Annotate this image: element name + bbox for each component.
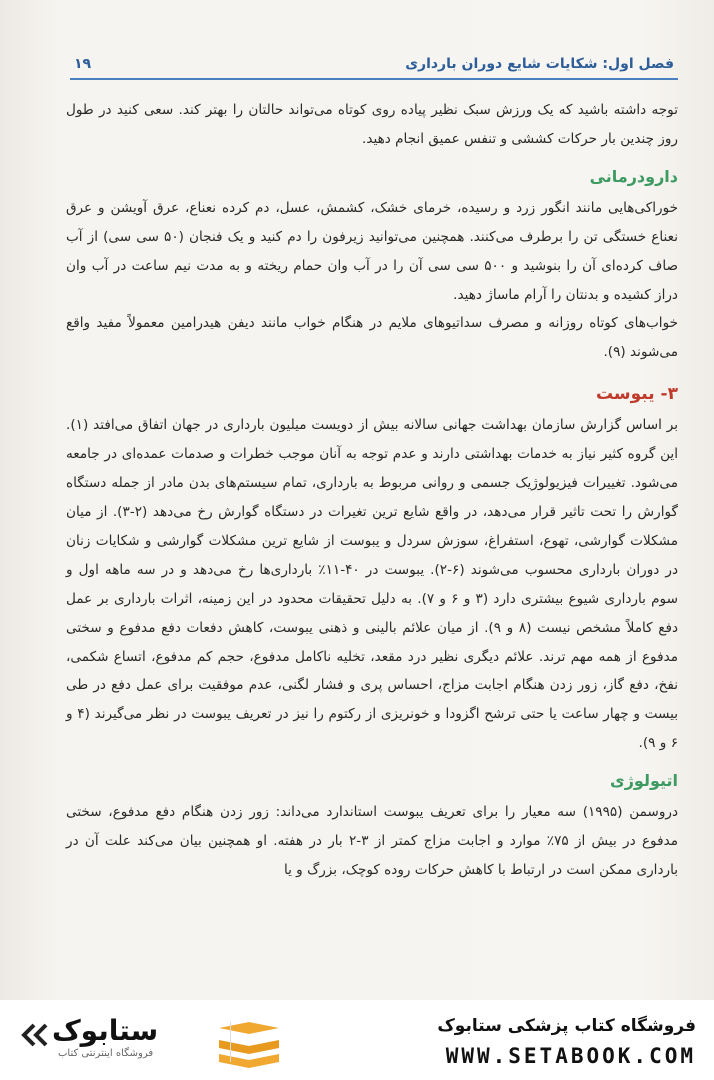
double-chevron-icon (20, 1022, 50, 1048)
logo-tagline: فروشگاه اینترنتی کتاب (58, 1048, 154, 1059)
heading-drug-therapy: دارودرمانی (589, 166, 678, 186)
page-header (70, 52, 678, 80)
header-rule (70, 78, 678, 80)
page-number: ۱۹ (74, 56, 92, 72)
intro-paragraph: توجه داشته باشید که یک ورزش سبک نظیر پیاده روی کوتاه می‌تواند حالتان را بهتر کند. سعی کنید در طول روز چندین بار حرکات کششی و تنفس عمیق انجام دهید. (66, 102, 678, 147)
footer-divider (230, 1022, 231, 1062)
shop-footer (0, 1000, 714, 1080)
drug-paragraph-2: خواب‌های کوتاه روزانه و مصرف سداتیوهای ملایم در هنگام خواب مانند دیفن هیدرامین معمولاً مفید واقع می‌شوند (۹). (66, 315, 678, 361)
website-link[interactable]: WWW.SETABOOK.COM (445, 1044, 696, 1068)
setabook-logo (18, 1014, 288, 1070)
heading-constipation: ۳- یبوست (595, 384, 678, 405)
logo-brand: ستابوک (52, 1014, 159, 1047)
page-body (66, 96, 678, 885)
heading-etiology: اتیولوژی (610, 771, 678, 791)
etiology-paragraph: دروسمن (۱۹۹۵) سه معیار را برای تعریف یبوست استاندارد می‌داند: زور زدن هنگام دفع مدفوع، سختی مدفوع در بیش از ۷۵٪ موارد و اجابت مزاج کمتر از ۳-۲ بار در هفته. او همچنین بیان می‌کند علت آن در بارداری ممکن است در ارتباط با کاهش حرکات روده کوچک، بزرگ و یا (66, 804, 679, 878)
drug-paragraph-1: خوراکی‌هایی مانند انگور زرد و رسیده، خرمای خشک، کشمش، عسل، دم کرده نعناع، عرق آویشن و عرق نعناع خستگی تن را برطرف می‌کنند. همچنین می‌توانید زیرفون را دم کنید و یک فنجان (۵۰ سی سی) از آب صاف کرده‌ای آن را بنوشید و ۵۰۰ سی سی آن را در آب وان حمام ریخته و به مدت نیم ساعت در آب وان دراز کشیده و بدنتان را آرام ماساژ دهید. (66, 199, 679, 303)
chapter-title: فصل اول: شکایات شایع دوران بارداری (405, 56, 674, 72)
book-stack-icon (214, 1020, 284, 1068)
constipation-paragraph: بر اساس گزارش سازمان بهداشت جهانی سالانه بیش از دویست میلیون بارداری در جهان اتفاق می‌افتد (۱). این گروه کثیر نیاز به خدمات بهداشتی دارند و عدم توجه به آنان موجب خطرات و صدمات عمده‌ای در جامعه می‌شود. تغییرات فیزیولوژیک جسمی و روانی مربوط به بارداری، تمام سیستم‌های بدن مادر از جمله دستگاه گوارش را تحت تاثیر قرار می‌دهد، در واقع شایع ترین تغیرات در دستگاه گوارش رخ می‌دهد (۲-۳). از میان مشکلات گوارشی، تهوع، استفراغ، سوزش سردل و یبوست از شایع ترین مشکلات گوارشی و شکایات زنان در دوران بارداری محسوب می‌شوند (۶-۲). یبوست در ۴۰-۱۱٪ بارداری‌ها رخ می‌دهد و در سه ماهه اول و سوم بارداری شیوع بیشتری دارد (۳ و ۶ و ۷). به دلیل تحقیقات محدود در این زمینه، اثرات بارداری بر عمل دفع کاملاً مشخص نیست (۸ و ۹). از میان علائم بالینی و ذهنی یبوست، کاهش دفعات دفع مدفوع و سختی مدفوع از همه مهم ترند. علائم دیگری نظیر درد مقعد، تخلیه ناکامل مدفوع، حجم کم مدفوع، اتساع شکمی، نفخ، دفع گاز، زور زدن هنگام اجابت مزاج، احساس پری و فشار لگنی، عدم موفقیت برای عمل دفع در طی بیست و چهار ساعت یا حتی ترشح اگزودا و خونریزی از رکتوم را نیز در تعریف یبوست در نظر می‌گیرند (۴ و ۶ و ۹). (66, 417, 678, 752)
shop-name: فروشگاه کتاب پزشکی ستابوک (437, 1016, 696, 1036)
